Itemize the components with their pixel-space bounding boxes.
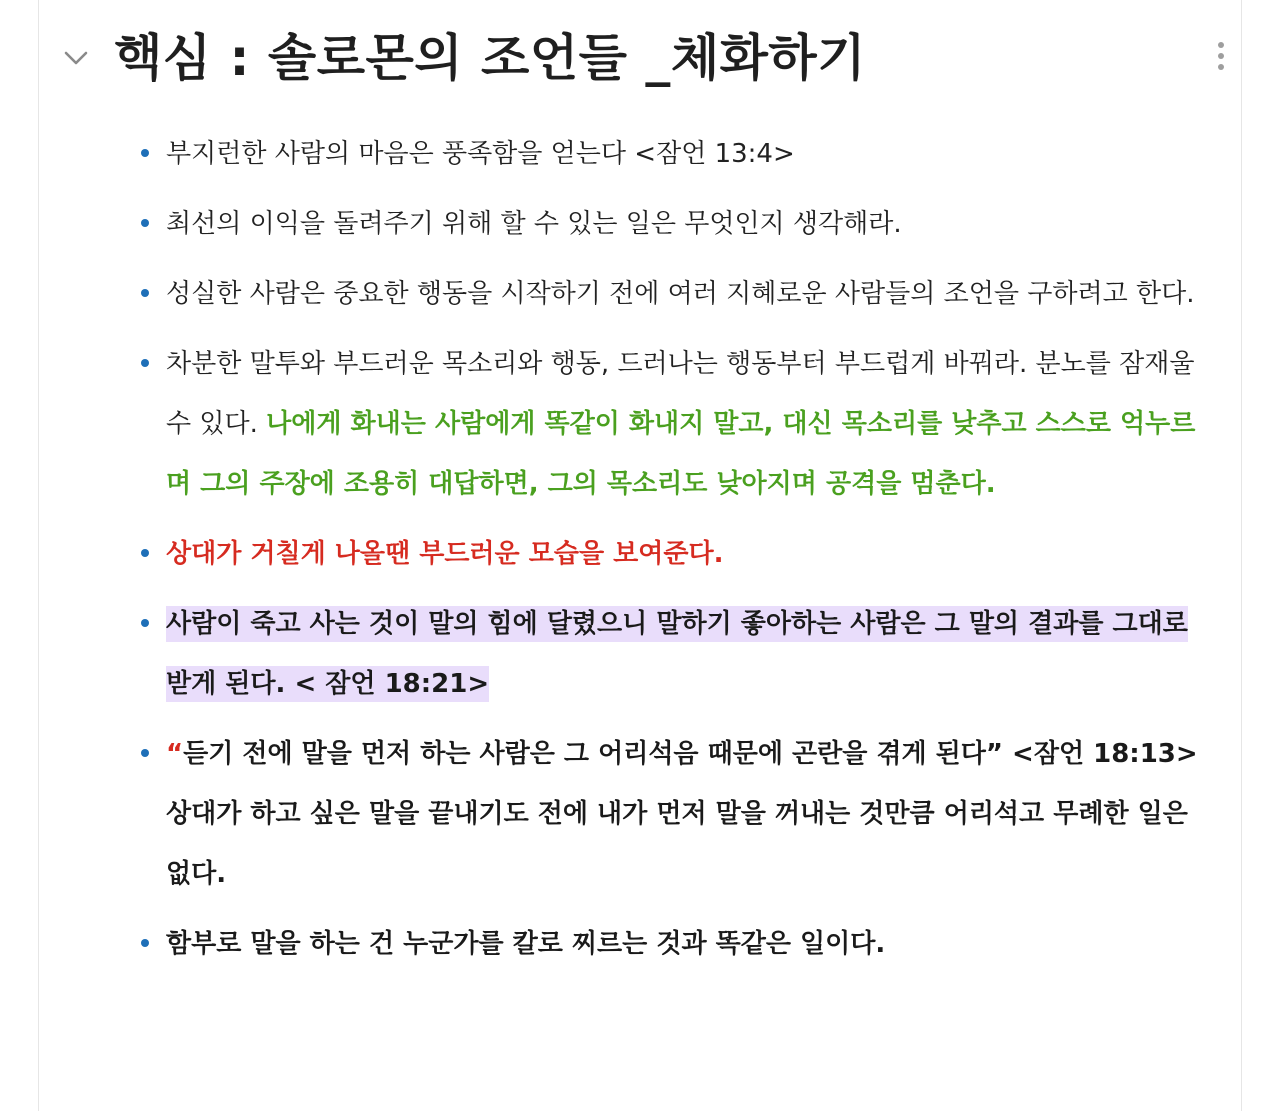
- list-item: [138, 594, 1198, 714]
- list-item-text: 부지런한 사람의 마음은 풍족함을 얻는다 <잠언 13:4>: [166, 139, 795, 169]
- bullet-dot: [141, 289, 149, 297]
- list-item: [138, 724, 1198, 904]
- left-border: [38, 0, 39, 1111]
- bullet-dot: [141, 939, 149, 947]
- list-item-text: 최선의 이익을 돌려주기 위해 할 수 있는 일은 무엇인지 생각해라.: [166, 209, 902, 239]
- bullet-dot: [141, 149, 149, 157]
- list-item: [138, 194, 1198, 254]
- proverb-explanation-text: 상대가 하고 싶은 말을 끝내기도 전에 내가 먼저 말을 꺼내는 것만큼 어리석고 무례한 일은 없다.: [166, 799, 1188, 889]
- bullet-dot: [141, 359, 149, 367]
- list-item: [138, 914, 1198, 974]
- chevron-down-icon[interactable]: [60, 42, 92, 74]
- bullet-dot: [141, 749, 149, 757]
- right-border: [1241, 0, 1242, 1111]
- bullet-dot: [141, 219, 149, 227]
- proverb-quote-text: 듣기 전에 말을 먼저 하는 사람은 그 어리석음 때문에 곤란을 겪게 된다” <잠언 18:13>: [183, 739, 1198, 769]
- bullet-dot: [141, 549, 149, 557]
- red-emphasis-text: 상대가 거칠게 나올땐 부드러운 모습을 보여준다.: [166, 539, 724, 569]
- toggle-block-header: [56, 24, 1236, 96]
- list-item-text: 함부로 말을 하는 건 누군가를 칼로 찌르는 것과 똑같은 일이다.: [166, 929, 886, 959]
- list-item: [138, 124, 1198, 184]
- bullet-list: [138, 124, 1198, 984]
- green-emphasis-text: 나에게 화내는 사람에게 똑같이 화내지 말고, 대신 목소리를 낮추고 스스로 억누르며 그의 주장에 조용히 대답하면, 그의 목소리도 낮아지며 공격을 멈춘다.: [166, 409, 1196, 499]
- more-vertical-icon[interactable]: [1210, 40, 1232, 74]
- highlighted-text: 사람이 죽고 사는 것이 말의 힘에 달렸으니 말하기 좋아하는 사람은 그 말의 결과를 그대로 받게 된다. < 잠언 18:21>: [166, 606, 1188, 702]
- bullet-dot: [141, 619, 149, 627]
- list-item: [138, 334, 1198, 514]
- list-item: [138, 264, 1198, 324]
- list-item-text: 성실한 사람은 중요한 행동을 시작하기 전에 여러 지혜로운 사람들의 조언을 구하려고 한다.: [166, 279, 1195, 309]
- page-title: 핵심 : 솔로몬의 조언들 _체화하기: [114, 29, 867, 87]
- opening-quote-mark: “: [166, 739, 184, 769]
- list-item-text: 차분한 말투와 부드러운 목소리와 행동, 드러나는 행동부터 부드럽게 바꿔라. 분노를 잠재울수 있다.: [166, 349, 1195, 439]
- list-item: [138, 524, 1198, 584]
